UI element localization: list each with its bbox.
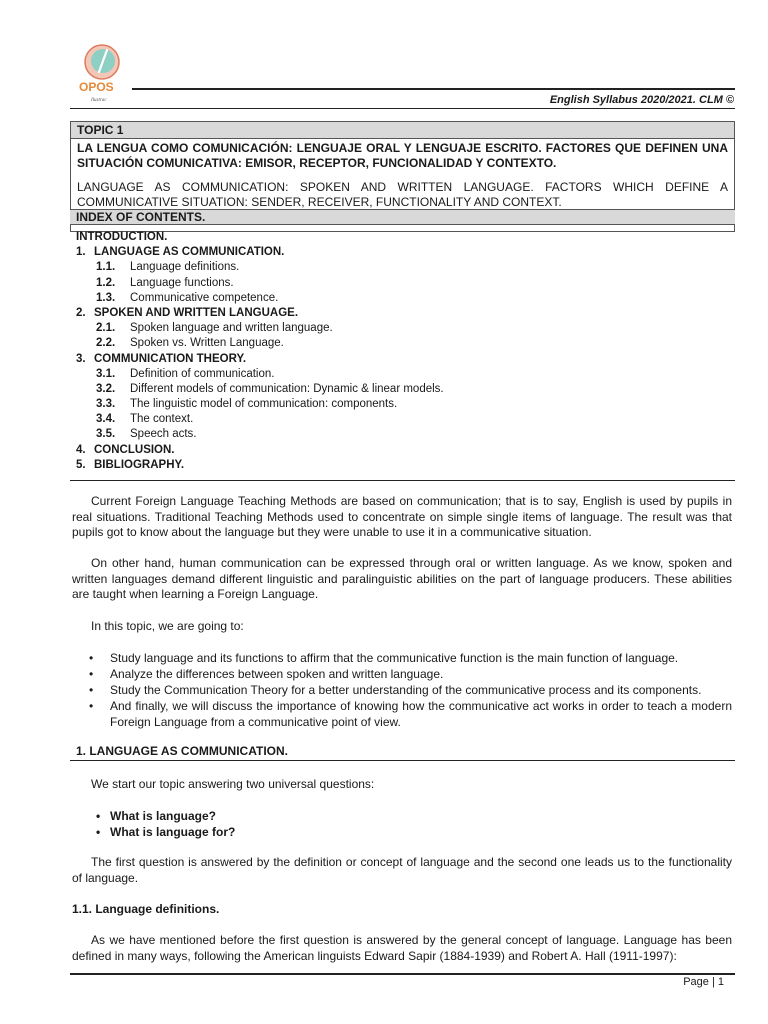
paragraph-intro-3: In this topic, we are going to: <box>91 619 244 633</box>
index-item-3-5 <box>76 427 726 442</box>
index-label: Different models of communication: Dynamic & linear models. <box>130 382 444 395</box>
index-number: 3.5. <box>96 428 116 441</box>
paragraph-section-1: We start our topic answering two universal questions: <box>91 777 375 791</box>
list-item: • Analyze the differences between spoken and written language. <box>72 666 732 682</box>
index-label: Spoken vs. Written Language. <box>130 337 284 350</box>
list-item: • Study language and its functions to affirm that the communicative function is the main function of language. <box>72 650 732 666</box>
topic-title-spanish: LA LENGUA COMO COMUNICACIÓN: LENGUAJE ORAL Y LENGUAJE ESCRITO. FACTORES QUE DEFINEN UNA SITUACIÓN COMUNICATIVA: EMISOR, RECEPTOR, FUNCIONALIDAD Y CONTEXTO. <box>77 141 728 170</box>
index-number: 4. <box>76 443 86 456</box>
index-item-introduction: INTRODUCTION. <box>76 231 168 243</box>
index-of-contents <box>76 230 726 473</box>
logo-text: OPOS <box>79 80 114 94</box>
index-item-3-4 <box>76 412 726 427</box>
paragraph-intro-2: On other hand, human communication can be expressed through oral or written language. As we know, spoken and written languages demand different linguistic and paralinguistic abilities on the part of language producers. These abilities are taught when learning a Foreign Language. <box>72 556 732 601</box>
header-rule <box>132 88 735 90</box>
list-item: • And finally, we will discuss the importance of knowing how the communicative act works in order to teach a modern Foreign Language from a communicative point of view. <box>72 698 732 730</box>
index-number: 1.2. <box>96 276 116 289</box>
index-number: 2.1. <box>96 322 116 335</box>
index-number: 3. <box>76 352 86 365</box>
objectives-list <box>72 650 732 730</box>
topic-label: TOPIC 1 <box>71 122 734 139</box>
index-number: 1.1. <box>96 261 116 274</box>
logo-subtext: Ilustrac <box>91 98 107 103</box>
index-label: CONCLUSION. <box>94 443 175 456</box>
index-number: 1. <box>76 246 86 259</box>
list-item: • What is language for? <box>72 824 235 840</box>
index-number: 2. <box>76 306 86 319</box>
index-label: The context. <box>130 413 194 426</box>
paragraph-section-3: As we have mentioned before the first question is answered by the general concept of language. Language has been defined in many ways, following the American linguists Edward Sapir (1884-1939) and Robert A. Hall (1911-1997): <box>72 933 732 963</box>
index-item-1 <box>76 245 726 260</box>
index-item-3-1 <box>76 367 726 382</box>
index-item-2-2 <box>76 336 726 351</box>
index-label: Communicative competence. <box>130 291 279 304</box>
questions-list <box>72 808 235 840</box>
index-label: Definition of communication. <box>130 367 275 380</box>
index-number: 1.3. <box>96 291 116 304</box>
index-item-3-2 <box>76 382 726 397</box>
index-number: 3.1. <box>96 367 116 380</box>
index-label: Language functions. <box>130 276 234 289</box>
index-label: BIBLIOGRAPHY. <box>94 458 185 471</box>
index-item-4 <box>76 443 726 458</box>
section-rule <box>70 760 735 761</box>
index-label: SPOKEN AND WRITTEN LANGUAGE. <box>94 306 299 319</box>
list-item: • Study the Communication Theory for a better understanding of the communicative process and its components. <box>72 682 732 698</box>
index-number: 3.2. <box>96 382 116 395</box>
index-item-1-2 <box>76 276 726 291</box>
index-heading: INDEX OF CONTENTS. <box>70 209 735 225</box>
topic-title-english: LANGUAGE AS COMMUNICATION: SPOKEN AND WRITTEN LANGUAGE. FACTORS WHICH DEFINE A COMMUNICATIVE SITUATION: SENDER, RECEIVER, FUNCTIONALITY AND CONTEXT. <box>77 180 728 209</box>
list-item: • What is language? <box>72 808 235 824</box>
index-item-3 <box>76 352 726 367</box>
index-number: 2.2. <box>96 337 116 350</box>
index-number: 3.3. <box>96 398 116 411</box>
index-number: 3.4. <box>96 413 116 426</box>
footer-rule <box>70 973 735 975</box>
index-label: Language definitions. <box>130 261 240 274</box>
paragraph-section-2: The first question is answered by the definition or concept of language and the second one leads us to the functionality of language. <box>72 855 732 885</box>
opos-logo <box>78 42 124 104</box>
index-item-1-3 <box>76 291 726 306</box>
syllabus-title: English Syllabus 2020/2021. CLM © <box>549 94 734 106</box>
index-label: The linguistic model of communication: components. <box>130 398 398 411</box>
section-heading-1: 1. LANGUAGE AS COMMUNICATION. <box>76 744 288 758</box>
index-item-2 <box>76 306 726 321</box>
index-number: 5. <box>76 458 86 471</box>
page-number: Page | 1 <box>683 976 724 988</box>
index-label: LANGUAGE AS COMMUNICATION. <box>94 246 285 259</box>
index-item-1-1 <box>76 260 726 275</box>
paragraph-intro-1: Current Foreign Language Teaching Methods are based on communication; that is to say, English is used by pupils in real situations. Traditional Teaching Methods used to concentrate on simple single items of language. The result was that pupils got to know about the language but they were unable to use it in a communicative situation. <box>72 494 732 539</box>
subsection-heading-1-1: 1.1. Language definitions. <box>72 902 220 916</box>
index-label: COMMUNICATION THEORY. <box>94 352 247 365</box>
index-bottom-rule <box>70 480 735 481</box>
index-item-3-3 <box>76 397 726 412</box>
index-item-5 <box>76 458 726 473</box>
header-divider <box>70 108 735 109</box>
index-label: Spoken language and written language. <box>130 322 333 335</box>
index-item-2-1 <box>76 321 726 336</box>
index-label: Speech acts. <box>130 428 197 441</box>
